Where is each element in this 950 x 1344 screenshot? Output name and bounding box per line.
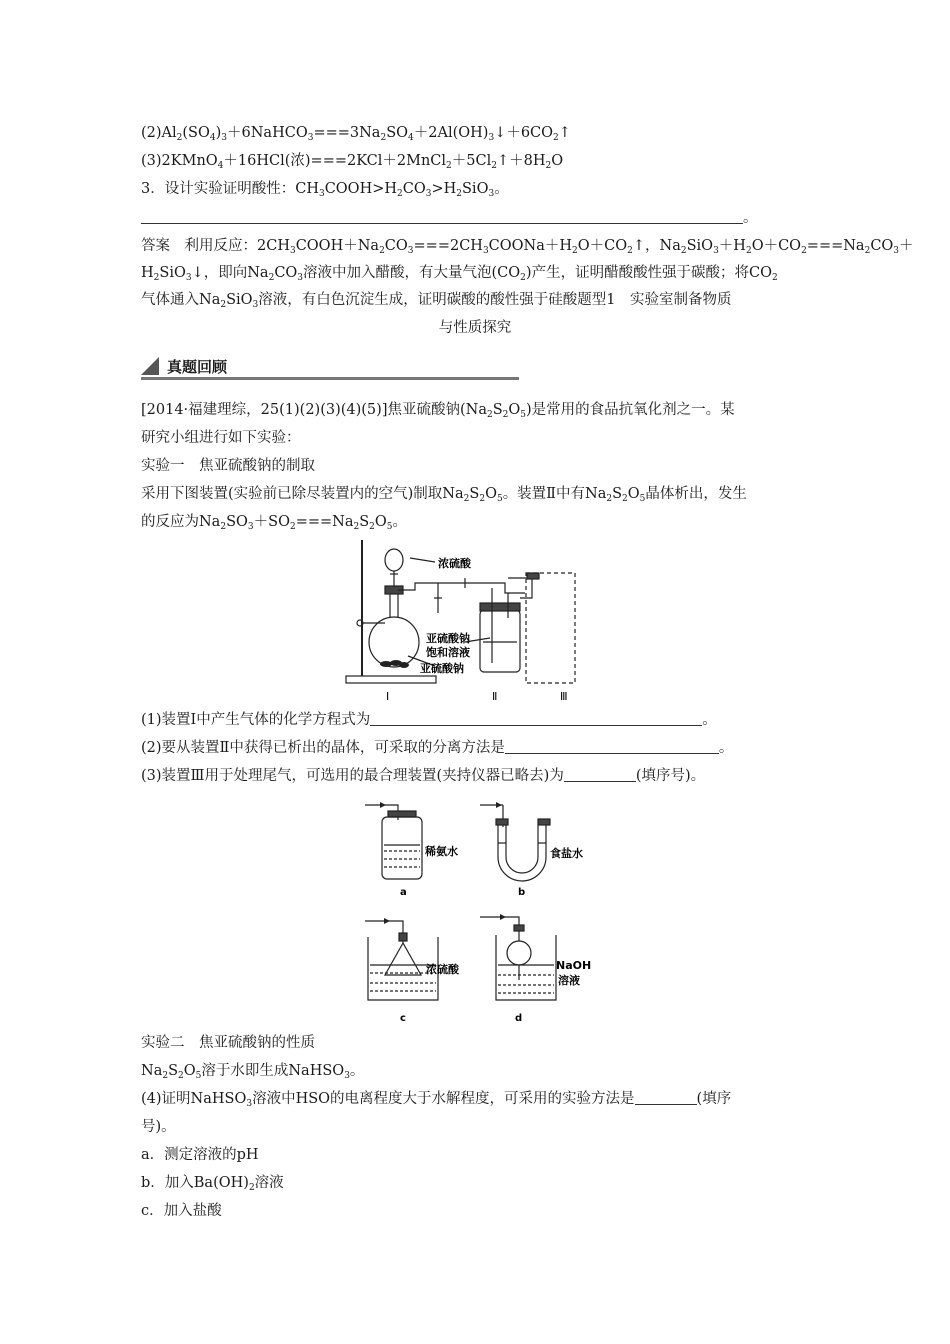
question-1: (1)装置Ⅰ中产生气体的化学方程式为 。 (141, 712, 717, 728)
experiment-1-desc: 采用下图装置(实验前已除尽装置内的空气)制取$Na_2S_2O_5$。装置Ⅱ中有$Na_2S_2O_5$晶体析出，发生 (141, 486, 747, 504)
label-device-III: Ⅲ (560, 690, 568, 703)
label-conc-sulfuric-c: 浓硫酸 (426, 963, 459, 976)
label-brine: 食盐水 (550, 847, 583, 860)
question-3-title: 3．设计实验证明酸性：$CH_3COOH>H_2CO_3>H_2SiO_3$。 (141, 181, 509, 199)
section-underline (141, 377, 519, 380)
question-3: (3)装置Ⅲ用于处理尾气，可选用的最合理装置(夹持仪器已略去)为 (填序号)。 (141, 768, 706, 784)
label-sodium-sulfite-1: 亚硫酸钠 (426, 632, 470, 645)
label-device-I: Ⅰ (386, 690, 390, 703)
equation-2: $(2)Al_2(SO_4)_3+6NaHCO_3===3Na_2SO_4+2Al(OH)_3↓+6CO_2↑$ (141, 125, 571, 143)
experiment-1-reaction: 的反应为$Na_2SO_3+SO_2===Na_2S_2O_5$。 (141, 514, 408, 532)
question-4-cont: 号)。 (141, 1119, 176, 1135)
label-a: a (400, 887, 407, 898)
option-a: a．测定溶液的pH (141, 1147, 259, 1163)
question-4: (4)证明NaHSO$_3$溶液中HSO的电离程度大于水解程度，可采用的实验方法是 (填序 (141, 1091, 732, 1109)
label-sodium-sulfite-2: 亚硫酸钠 (420, 662, 464, 675)
problem-source: [2014·福建理综，25(1)(2)(3)(4)(5)]焦亚硫酸钠$(Na_2S_2O_5)$是常用的食品抗氧化剂之一。某 (141, 402, 735, 420)
answer-line-3: 气体通入$Na_2SiO_3$溶液，有白色沉淀生成，证明碳酸的酸性强于硅酸题型1 实验室制备物质 (141, 292, 732, 310)
answer-line-2: $H_2SiO_3↓$，即向$Na_2CO_3$溶液中加入醋酸，有大量气泡$(CO_2)$产生，证明醋酸酸性强于碳酸；将$CO_2$ (141, 265, 778, 283)
label-solution: 溶液 (558, 974, 580, 987)
answer-line-4: 与性质探究 (438, 320, 512, 336)
label-device-II: Ⅱ (492, 690, 498, 703)
label-c: c (400, 1013, 406, 1024)
q1-blank[interactable] (370, 711, 702, 726)
label-d: d (515, 1013, 523, 1024)
experiment-2-title: 实验二 焦亚硫酸钠的性质 (141, 1035, 315, 1051)
label-saturated-solution: 饱和溶液 (426, 646, 470, 659)
label-b: b (518, 887, 526, 898)
apparatus-figure-1 (340, 538, 590, 708)
q2-blank[interactable] (505, 739, 719, 754)
label-naoh: NaOH (556, 959, 592, 972)
problem-intro: 研究小组进行如下实验： (141, 430, 301, 446)
apparatus-figure-2 (360, 795, 610, 1035)
experiment-2-desc: $Na_2S_2O_5$溶于水即生成NaHSO$_3$。 (141, 1063, 365, 1081)
question-3-answer-blank: 。 (141, 208, 758, 228)
option-c: c．加入盐酸 (141, 1203, 222, 1219)
label-dilute-ammonia: 稀氨水 (425, 845, 458, 858)
section-header (141, 355, 519, 381)
answer-blank[interactable] (141, 209, 743, 224)
option-b: b．加入$Ba(OH)_2$溶液 (141, 1175, 284, 1193)
question-2: (2)要从装置Ⅱ中获得已析出的晶体，可采取的分离方法是 。 (141, 740, 734, 756)
section-title: 真题回顾 (167, 358, 228, 376)
experiment-1-title: 实验一 焦亚硫酸钠的制取 (141, 458, 315, 474)
q3-blank[interactable] (564, 767, 636, 782)
equation-3: (3)2KMnO$_4$＋16HCl(浓)$===2KCl+2MnCl_2+5Cl_2↑+8H_2O$ (141, 153, 564, 171)
corner-triangle-icon (141, 357, 159, 375)
label-conc-sulfuric: 浓硫酸 (438, 557, 471, 570)
answer-line-1: 答案 利用反应：$2CH_3COOH+Na_2CO_3===2CH_3COONa+H_2O+CO_2↑$，$Na_2SiO_3+H_2O+CO_2===Na_2CO_3+$ (141, 238, 914, 256)
q4-blank[interactable] (635, 1090, 697, 1105)
